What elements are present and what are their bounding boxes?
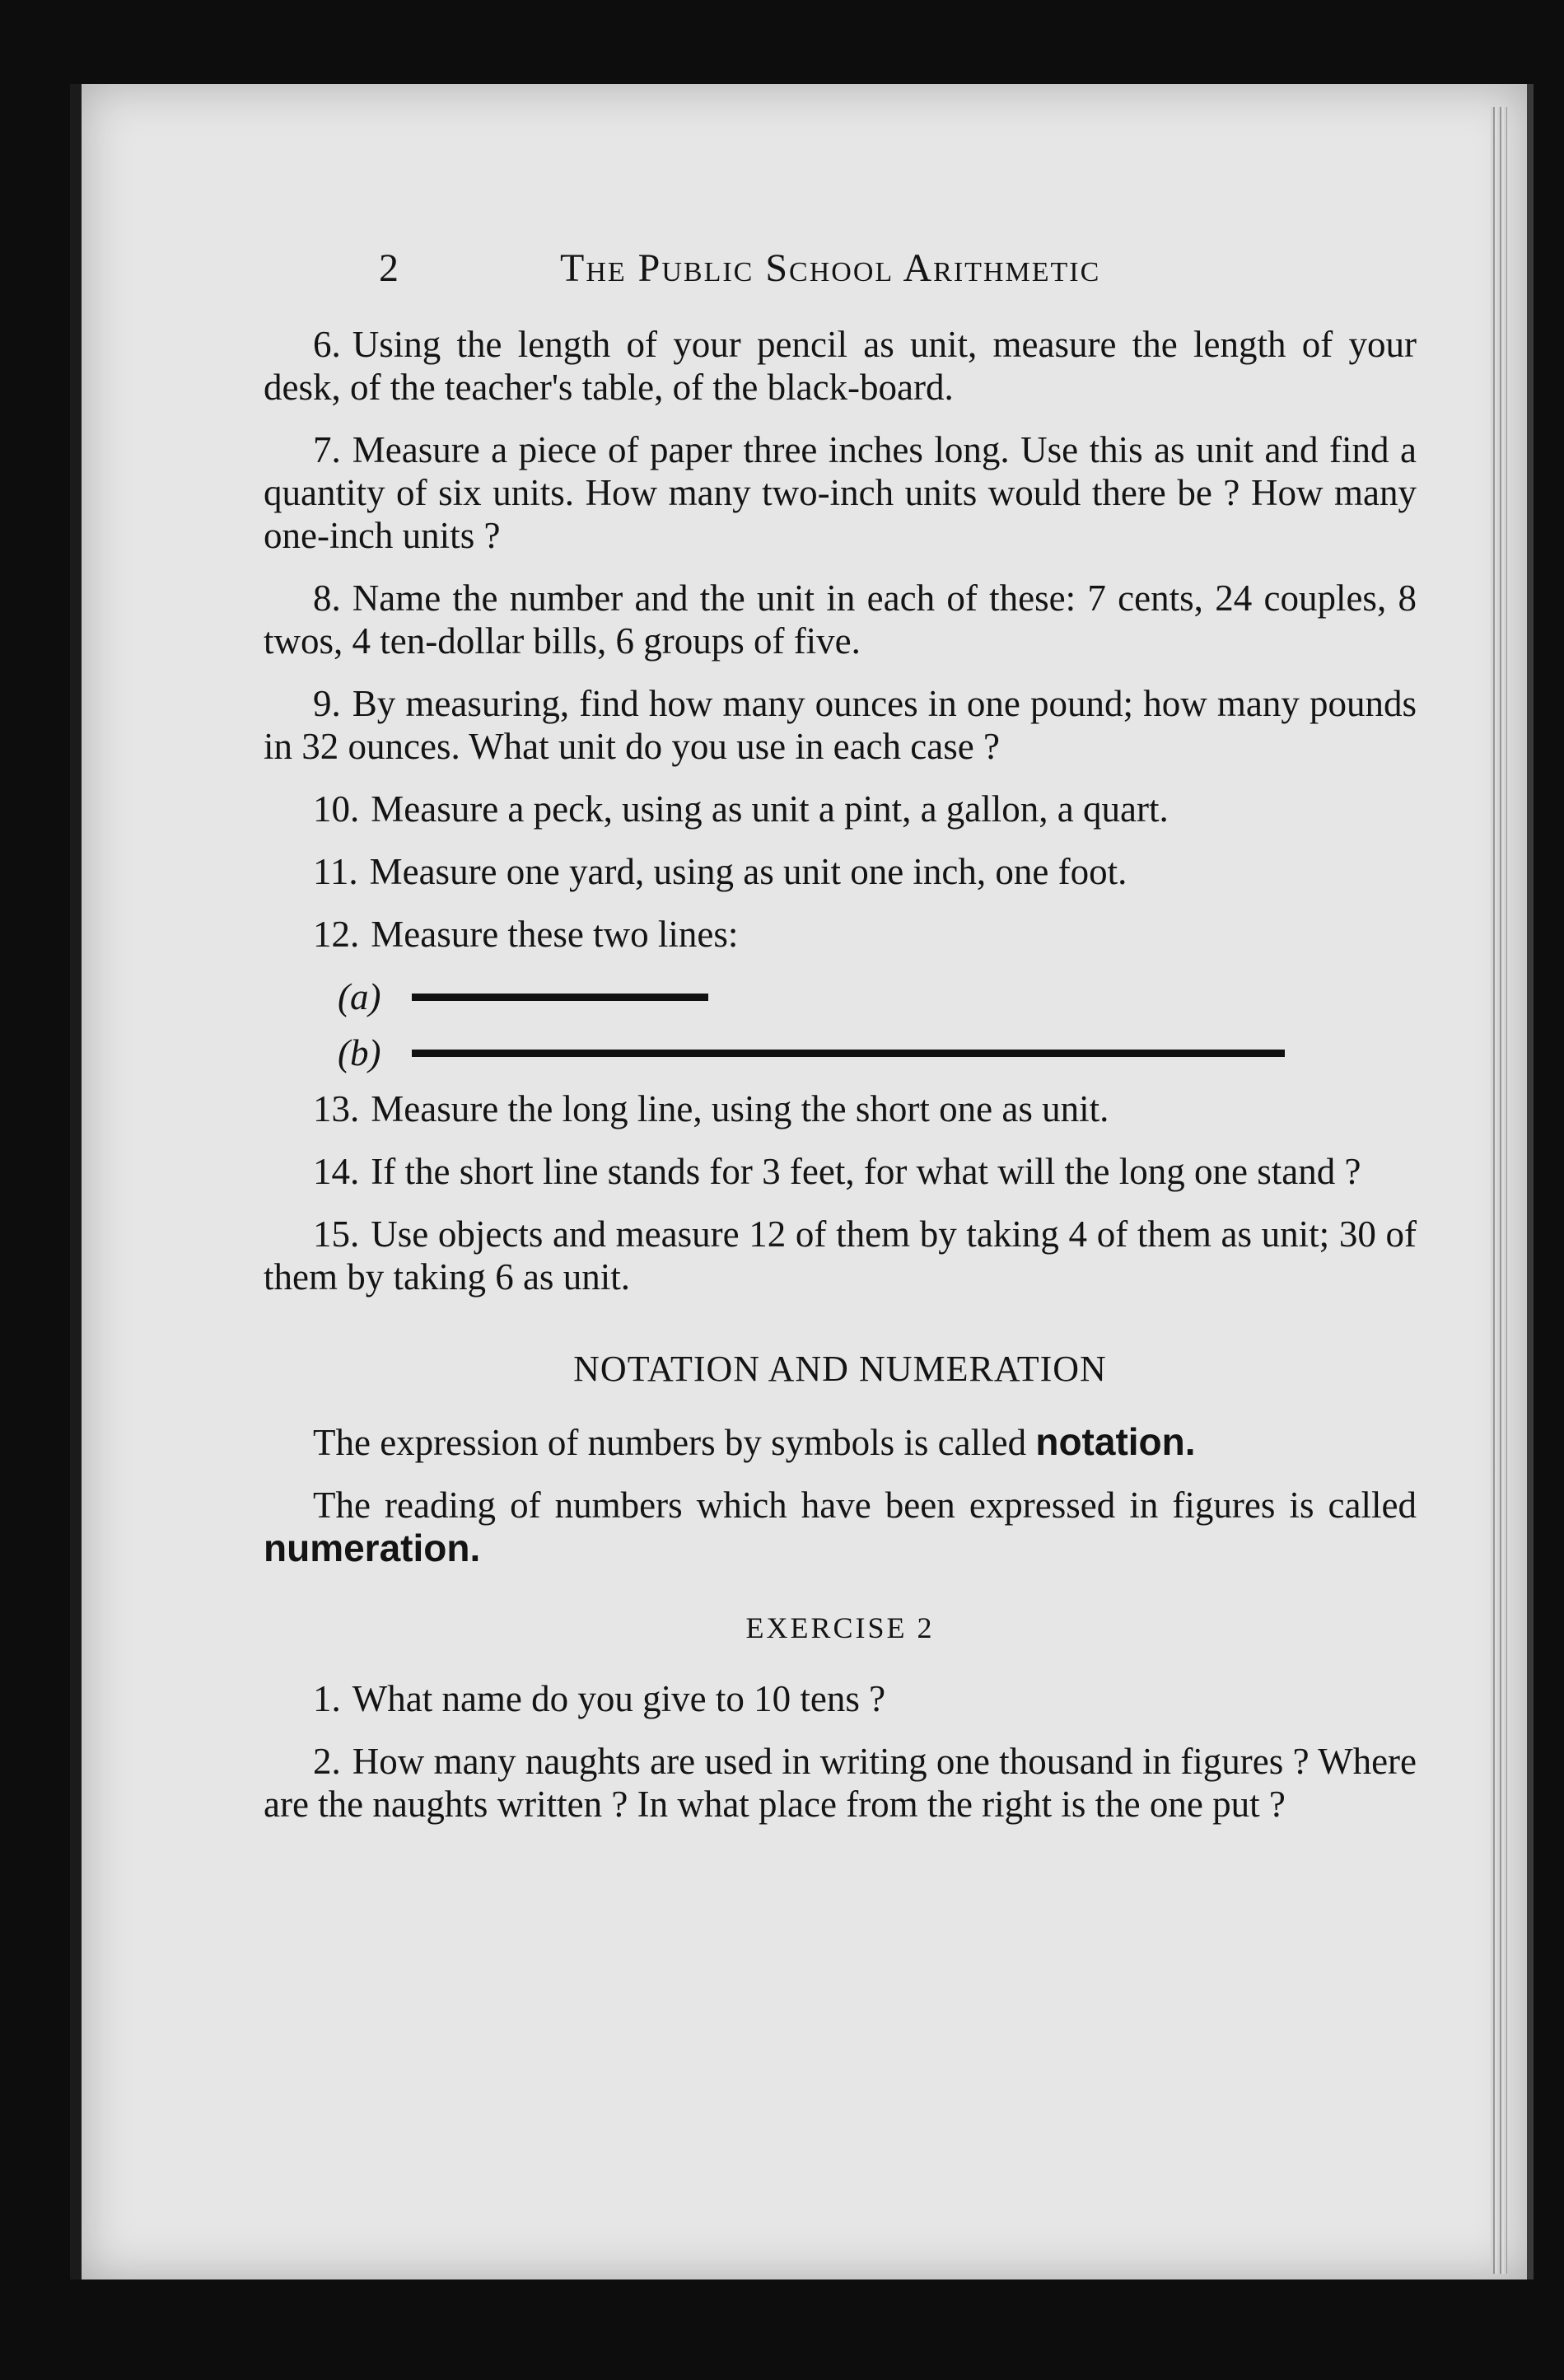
line-b-label: (b): [338, 1032, 381, 1073]
problem-text: What name do you give to 10 tens ?: [352, 1678, 886, 1719]
term-numeration: numeration.: [264, 1527, 481, 1569]
problem-number: 1.: [313, 1678, 341, 1719]
problem-15: [264, 1213, 1417, 1298]
problem-text: If the short line stands for 3 feet, for what will the long one stand ?: [371, 1151, 1361, 1192]
problem-number: 14.: [313, 1151, 360, 1192]
problem-number: 15.: [313, 1213, 360, 1255]
page-content: [264, 247, 1417, 1845]
problem-14: [264, 1150, 1417, 1193]
problem-number: 12.: [313, 914, 360, 955]
problem-12: [264, 913, 1417, 956]
problem-number: 10.: [313, 788, 360, 830]
section-title: NOTATION AND NUMERATION: [573, 1349, 1107, 1389]
exercise-item-2: [264, 1740, 1417, 1826]
page-edges: [1491, 107, 1507, 2274]
problem-6: [264, 323, 1417, 409]
long-line: [412, 1050, 1285, 1057]
problem-text: How many naughts are used in writing one thousand in figures ? Where are the naughts written ? In what place from the right is the one put ?: [264, 1741, 1417, 1825]
problem-number: 2.: [313, 1741, 341, 1782]
numeration-paragraph: [264, 1484, 1417, 1570]
page-number: 2: [379, 246, 399, 290]
problem-number: 11.: [313, 851, 358, 892]
problem-9: [264, 682, 1417, 768]
problem-text: Measure the long line, using the short one as unit.: [371, 1088, 1109, 1129]
problem-text: Measure one yard, using as unit one inch, one foot.: [369, 851, 1127, 892]
paragraph-text: The reading of numbers which have been expressed in figures is called: [313, 1485, 1417, 1526]
problem-number: 6.: [313, 324, 341, 365]
problem-10: [264, 788, 1417, 830]
term-notation: notation.: [1035, 1420, 1196, 1463]
problem-text: Measure these two lines:: [371, 914, 739, 955]
problem-number: 8.: [313, 577, 341, 619]
problem-number: 13.: [313, 1088, 360, 1129]
problem-7: [264, 428, 1417, 557]
line-b-row: [338, 1031, 1417, 1074]
problem-text: Measure a peck, using as unit a pint, a gallon, a quart.: [371, 788, 1169, 830]
page-header: [379, 247, 1417, 290]
notation-paragraph: [264, 1420, 1417, 1464]
exercise-item-1: [264, 1677, 1417, 1720]
problem-11: [264, 850, 1417, 893]
problem-text: Measure a piece of paper three inches long. Use this as unit and find a quantity of six units. How many two-inch units would there be ? How many one-inch units ?: [264, 429, 1417, 556]
line-a-label: (a): [338, 976, 381, 1017]
short-line: [412, 994, 708, 1001]
problem-text: By measuring, find how many ounces in one pound; how many pounds in 32 ounces. What unit do you use in each case ?: [264, 683, 1417, 767]
line-a-row: [338, 975, 1417, 1018]
problem-number: 7.: [313, 429, 341, 470]
problem-8: [264, 577, 1417, 662]
running-title: The Public School Arithmetic: [560, 246, 1101, 290]
exercise-title: EXERCISE 2: [745, 1611, 935, 1644]
problem-text: Use objects and measure 12 of them by taking 4 of them as unit; 30 of them by taking 6 as unit.: [264, 1213, 1417, 1298]
problem-13: [264, 1087, 1417, 1130]
problem-text: Name the number and the unit in each of these: 7 cents, 24 couples, 8 twos, 4 ten-dollar bills, 6 groups of five.: [264, 577, 1417, 662]
paragraph-text: The expression of numbers by symbols is called: [313, 1422, 1027, 1463]
problem-text: Using the length of your pencil as unit, measure the length of your desk, of the teacher's table, of the black-board.: [264, 324, 1417, 408]
problem-number: 9.: [313, 683, 341, 724]
